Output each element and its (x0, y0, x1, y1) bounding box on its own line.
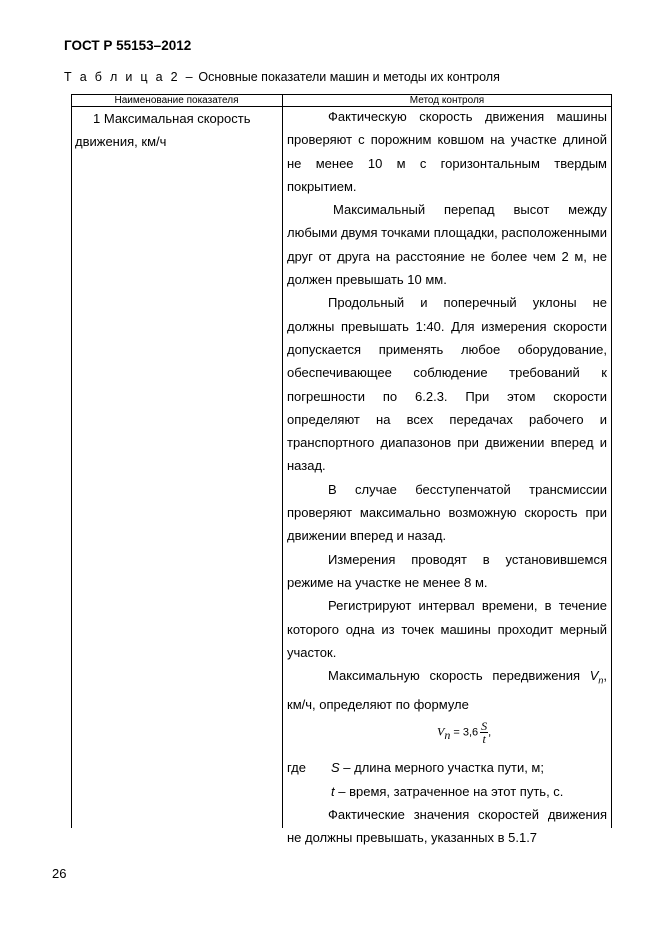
definition-t (331, 780, 563, 803)
indicators-table (71, 94, 612, 846)
table-left-border (71, 94, 72, 828)
formula-denominator: t (482, 732, 486, 747)
column-header-indicator: Наименование показателя (114, 95, 239, 106)
formula-lhs-sub: n (444, 727, 451, 742)
method-paragraph: Фактическую скорость движения машины проверяют с порожним ковшом на участке длиной не менее 10 м с горизонтальным твердым покрытием. (287, 109, 607, 194)
formula-intro-var: V (589, 668, 599, 684)
formula-intro-post: , км/ч, определяют по формуле (287, 668, 607, 713)
document-code: ГОСТ Р 55153–2012 (64, 38, 192, 53)
definition-row-t (287, 780, 607, 803)
definition-row-s (287, 756, 607, 779)
method-paragraph: Продольный и поперечный уклоны не должны превышать 1:40. Для измерения скорости допускается применять любое оборудование, обеспечивающее соблюдение требований к погрешности по 6.2.3. При этом скорости определяют на всех передачах рабочего и транспортного диапазонов при движении вперед и назад. (287, 295, 607, 474)
method-paragraph: Максимальный перепад высот между любыми двумя точками площадки, расположенными друг от друга на расстояние не более чем 2 м, не должен превышать 10 мм. (287, 202, 607, 288)
column-header-method: Метод контроля (409, 95, 485, 106)
definition-s-text: – длина мерного участка пути, м; (339, 760, 544, 776)
method-paragraph-formula-intro (287, 664, 607, 716)
definition-t-var: t (331, 783, 335, 799)
table-caption (64, 70, 500, 84)
method-paragraph: В случае бесступенчатой трансмиссии проверяют максимально возможную скорость при движении вперед и назад. (287, 481, 607, 544)
formula-trail: , (488, 726, 492, 739)
definition-s-var: S (331, 760, 340, 776)
formula-equals: = 3,6 (450, 726, 479, 739)
formula-intro-pre: Максимальную скорость передвижения (328, 668, 590, 684)
method-paragraph: Измерения проводят в установившемся режиме на участке не менее 8 м. (287, 551, 607, 590)
indicator-cell (75, 107, 280, 154)
definition-s (331, 756, 544, 779)
indicator-text: 1 Максимальная скорость движения, км/ч (75, 111, 251, 150)
formula-fraction (480, 720, 488, 745)
formula-numerator: S (481, 719, 488, 734)
formula-intro-sub: n (598, 675, 604, 686)
table-middle-border (282, 94, 283, 828)
formula-lhs-var: V (437, 724, 445, 739)
table-right-border (611, 94, 612, 828)
method-cell (287, 105, 607, 850)
table-caption-label: Т а б л и ц а 2 – (64, 70, 195, 84)
where-label: где (287, 760, 306, 776)
method-paragraph: Фактические значения скоростей движения не должны превышать, указанных в 5.1.7 (287, 806, 607, 846)
method-paragraph: Регистрируют интервал времени, в течение которого одна из точек машины проходит мерный участок. (287, 598, 607, 660)
definition-t-text: – время, затраченное на этот путь, с. (334, 783, 564, 799)
speed-formula (287, 716, 607, 756)
table-caption-text: Основные показатели машин и методы их контроля (194, 70, 500, 84)
page-number: 26 (52, 866, 67, 881)
